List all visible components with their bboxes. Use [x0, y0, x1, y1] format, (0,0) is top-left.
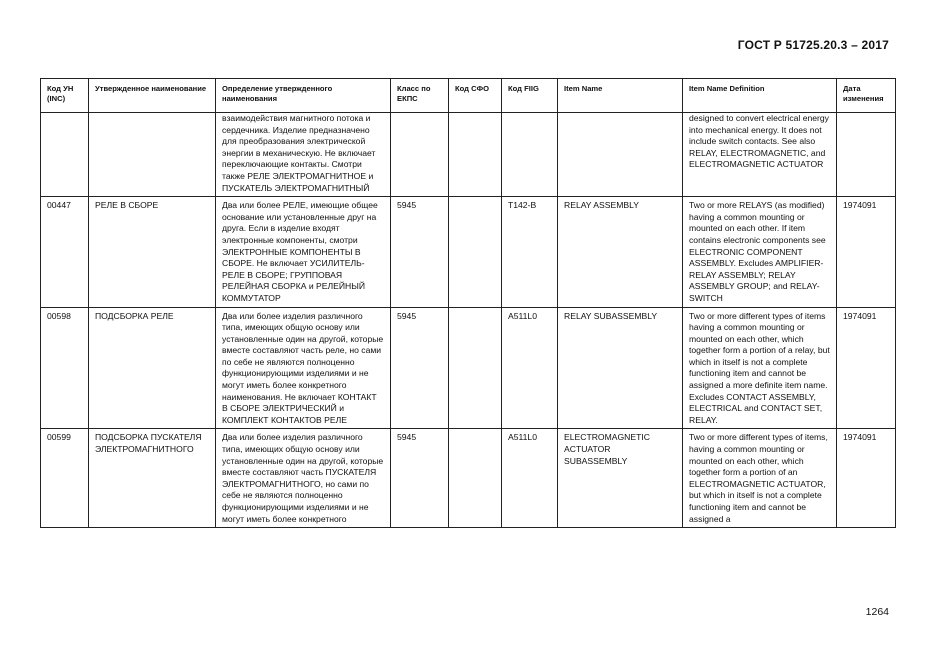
cell-code: 00447 [41, 197, 89, 307]
table-row [41, 197, 896, 307]
cell-item-name: RELAY SUBASSEMBLY [558, 307, 683, 429]
cell-def-ru: взаимодействия магнитного потока и сердечника. Изделие предназначено для преобразования электрической энергии в механическую. Не включает переключающие контакты. Смотри также РЕЛЕ ЭЛЕКТРОМАГНИТНОЕ и ПУСКАТЕЛЬ ЭЛЕКТРОМАГНИТНЫЙ [216, 113, 391, 197]
cell-fiig: A511L0 [502, 429, 558, 528]
table-row [41, 429, 896, 528]
cell-def-en: Two or more different types of items, having a common mounting or mounted on each other, which together form a portion of an ELECTROMAGNETIC ACTUATOR, but which in itself is not a complete functioning item and cannot be assigned a [683, 429, 837, 528]
col-header-sfo: Код СФО [449, 79, 502, 113]
cell-name-ru: ПОДСБОРКА ПУСКАТЕЛЯ ЭЛЕКТРОМАГНИТНОГО [89, 429, 216, 528]
cell-sfo [449, 307, 502, 429]
col-header-date: Дата изменения [837, 79, 896, 113]
cell-name-ru: ПОДСБОРКА РЕЛЕ [89, 307, 216, 429]
cell-def-ru: Два или более РЕЛЕ, имеющие общее основание или установленные друг на друга. Если в изделие входят электронные компоненты, смотри ЭЛЕКТРОННЫЕ КОМПОНЕНТЫ В СБОРЕ. Не включает УСИЛИТЕЛЬ-РЕЛЕ В СБОРЕ; ГРУППОВАЯ РЕЛЕЙНАЯ СБОРКА и РЕЛЕЙНЫЙ КОММУТАТОР [216, 197, 391, 307]
cell-date: 1974091 [837, 429, 896, 528]
col-header-name-ru: Утвержденное наименование [89, 79, 216, 113]
cell-item-name: RELAY ASSEMBLY [558, 197, 683, 307]
cell-item-name: ELECTROMAGNETIC ACTUATOR SUBASSEMBLY [558, 429, 683, 528]
table-row [41, 307, 896, 429]
header-row [41, 79, 896, 113]
cell-class: 5945 [391, 429, 449, 528]
col-header-def-en: Item Name Definition [683, 79, 837, 113]
standard-header: ГОСТ Р 51725.20.3 – 2017 [737, 38, 889, 52]
cell-sfo [449, 197, 502, 307]
cell-fiig: T142-B [502, 197, 558, 307]
cell-class [391, 113, 449, 197]
cell-item-name [558, 113, 683, 197]
cell-class: 5945 [391, 307, 449, 429]
cell-name-ru [89, 113, 216, 197]
cell-sfo [449, 113, 502, 197]
cell-fiig: A511L0 [502, 307, 558, 429]
cell-class: 5945 [391, 197, 449, 307]
cell-def-ru: Два или более изделия различного типа, имеющих общую основу или установленные один на другой, которые вместе составляют часть ПУСКАТЕЛЯ ЭЛЕКТРОМАГНИТНОГО, но сами по себе не являются полноценно функционирующими изделиями и не могут иметь более конкретного [216, 429, 391, 528]
cell-code [41, 113, 89, 197]
cell-date [837, 113, 896, 197]
table-row [41, 113, 896, 197]
col-header-fiig: Код FIIG [502, 79, 558, 113]
col-header-inc: Код УН (INC) [41, 79, 89, 113]
cell-def-en: designed to convert electrical energy into mechanical energy. It does not include switch contacts. See also RELAY, ELECTROMAGNETIC, and ELECTROMAGNETIC ACTUATOR [683, 113, 837, 197]
items-table [40, 78, 896, 528]
cell-code: 00598 [41, 307, 89, 429]
cell-date: 1974091 [837, 307, 896, 429]
cell-def-en: Two or more different types of items having a common mounting or mounted on each other, which together form a portion of a relay, but which in itself is not a complete functioning item and cannot be assigned a more definite item name. Excludes CONTACT ASSEMBLY, ELECTRICAL and CONTACT SET, RELAY. [683, 307, 837, 429]
cell-fiig [502, 113, 558, 197]
cell-name-ru: РЕЛЕ В СБОРЕ [89, 197, 216, 307]
cell-sfo [449, 429, 502, 528]
col-header-def-ru: Определение утвержденного наименования [216, 79, 391, 113]
cell-def-ru: Два или более изделия различного типа, имеющих общую основу или установленные один на другой, которые вместе составляют часть реле, но сами по себе не являются полноценно функционирующими изделиями и не могут иметь более конкретного наименования. Не включает КОНТАКТ В СБОРЕ ЭЛЕКТРИЧЕСКИЙ и КОМПЛЕКТ КОНТАКТОВ РЕЛЕ [216, 307, 391, 429]
cell-code: 00599 [41, 429, 89, 528]
col-header-item-name: Item Name [558, 79, 683, 113]
cell-date: 1974091 [837, 197, 896, 307]
col-header-class: Класс по ЕКПС [391, 79, 449, 113]
page-number: 1264 [865, 606, 889, 618]
cell-def-en: Two or more RELAYS (as modified) having a common mounting or mounted on each other. If item contains electronic components see ELECTRONIC COMPONENT ASSEMBLY. Excludes AMPLIFIER-RELAY ASSEMBLY; RELAY ASSEMBLY GROUP; and RELAY-SWITCH [683, 197, 837, 307]
